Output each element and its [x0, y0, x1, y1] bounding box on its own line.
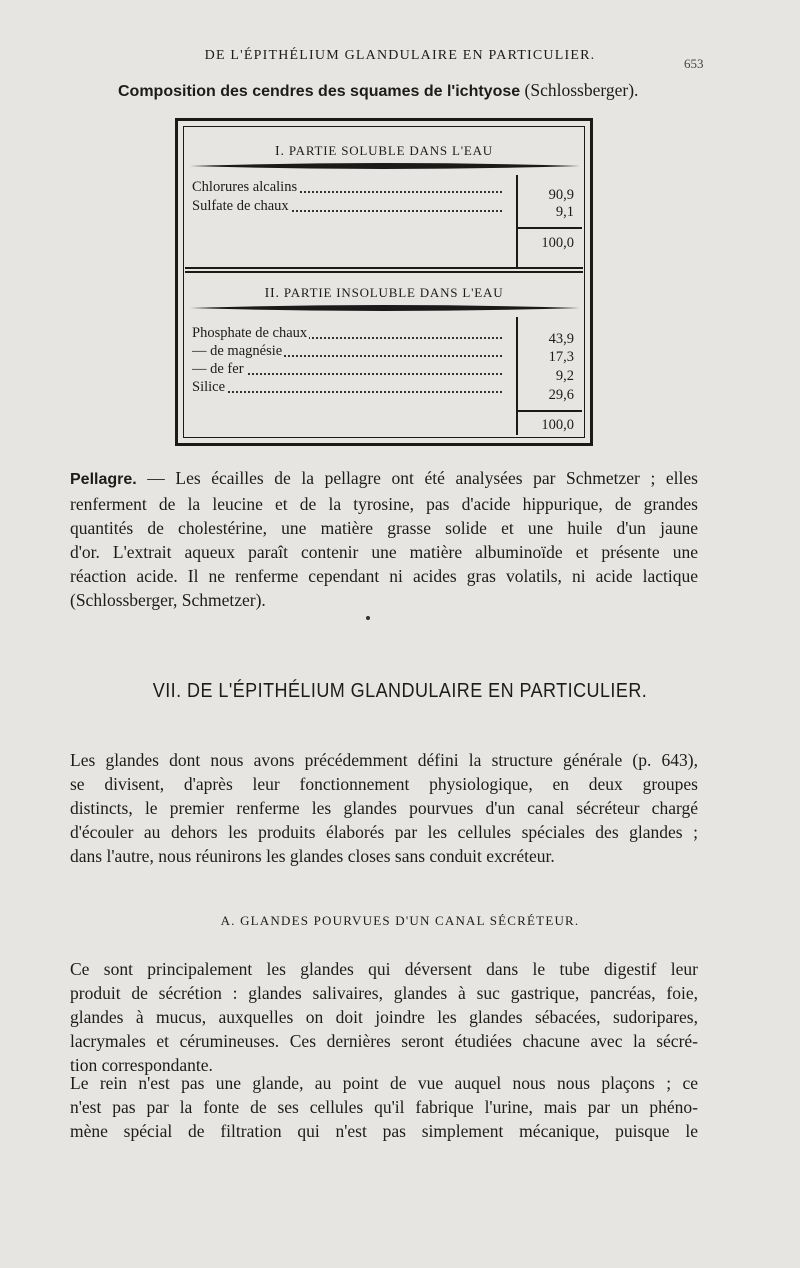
- column-rule-1: [516, 175, 518, 267]
- text-line: glandes à mucus, auxquelles on doit joindre les glandes sébacées, sudoripares,: [70, 1007, 698, 1027]
- paragraph-b: [70, 1071, 698, 1143]
- text-line: lacrymales et cérumineuses. Ces dernières seront étudiées chacune avec la sécré-: [70, 1031, 698, 1051]
- part1-roman: I.: [275, 144, 285, 159]
- table-caption: [118, 80, 678, 101]
- text-line: quantités de cholestérine, une matière grasse solide et une huile d'un jaune: [70, 518, 698, 538]
- ash-composition-table: [175, 118, 593, 446]
- table-row: [192, 343, 502, 360]
- row-value: 43,9: [548, 331, 574, 347]
- section-divider-b: [185, 271, 583, 273]
- table-row: [192, 361, 502, 378]
- part2-heading-text: PARTIE INSOLUBLE DANS L'EAU: [283, 285, 504, 300]
- part1-heading-text: PARTIE SOLUBLE DANS L'EAU: [288, 143, 493, 158]
- row-label: Phosphate de chaux: [192, 325, 308, 341]
- total-rule-1: [516, 227, 582, 229]
- running-head: DE L'ÉPITHÉLIUM GLANDULAIRE EN PARTICULIER.: [204, 48, 596, 63]
- row-value: 17,3: [548, 349, 574, 365]
- text-line: produit de sécrétion : glandes salivaires, glandes à suc gastrique, pancréas, foie,: [70, 983, 698, 1003]
- swash-rule-2: [190, 303, 580, 313]
- part2-heading: [178, 285, 590, 302]
- pellagre-paragraph: [70, 466, 698, 612]
- part2-roman: II.: [264, 286, 280, 301]
- part2-total: 100,0: [541, 417, 574, 433]
- row-value: 9,1: [555, 204, 574, 220]
- row-value: 90,9: [548, 187, 574, 203]
- section-title: VII. DE L'ÉPITHÉLIUM GLANDULAIRE EN PARTICULIER.: [152, 680, 648, 702]
- pellagre-lead: Pellagre.: [70, 471, 137, 488]
- table-row: [192, 379, 502, 396]
- page-number: 653: [684, 56, 704, 71]
- subsection-title: A. GLANDES POURVUES D'UN CANAL SÉCRÉTEUR.: [220, 913, 580, 928]
- part1-heading: [178, 143, 590, 160]
- text-line: Les glandes dont nous avons précédemment défini la structure générale (p. 643),: [70, 750, 698, 770]
- text-line: Ce sont principalement les glandes qui déversent dans le tube digestif leur: [70, 959, 698, 979]
- text-line: n'est pas par la fonte de ses cellules qu'il fabrique l'urine, mais par un phéno-: [70, 1097, 698, 1117]
- intro-paragraph: [70, 748, 698, 868]
- text-line: Pellagre. — Les écailles de la pellagre ont été analysées par Schmetzer ; elles: [70, 468, 698, 488]
- total-rule-2: [516, 410, 582, 412]
- section-divider-a: [185, 267, 583, 269]
- row-label: Sulfate de chaux: [192, 198, 289, 214]
- text-line: d'écouler au dehors les produits élaborés par les cellules spéciales des glandes ;: [70, 822, 698, 842]
- swash-rule-1: [190, 161, 580, 171]
- part1-total: 100,0: [541, 235, 574, 251]
- print-dot: [366, 616, 370, 620]
- text-line: (Schlossberger, Schmetzer).: [70, 590, 266, 610]
- row-label: — de fer: [192, 361, 244, 377]
- paragraph-a: [70, 957, 698, 1077]
- table-caption-source: (Schlossberger).: [520, 80, 639, 100]
- text-line: renferment de la leucine et de la tyrosine, pas d'acide hippurique, de grandes: [70, 494, 698, 514]
- text-line: tion correspondante.: [70, 1055, 213, 1075]
- column-rule-2: [516, 317, 518, 435]
- text-line: se divisent, d'après leur fonctionnement physiologique, en deux groupes: [70, 774, 698, 794]
- text-line: distincts, le premier renferme les glandes pourvues d'un canal sécréteur chargé: [70, 798, 698, 818]
- table-row: [192, 325, 502, 342]
- row-value: 29,6: [548, 387, 574, 403]
- table-caption-title: Composition des cendres des squames de l'ichtyose: [118, 83, 521, 100]
- row-label: Chlorures alcalins: [192, 179, 298, 195]
- row-label: — de magnésie: [192, 343, 283, 359]
- text-line: dans l'autre, nous réunirons les glandes closes sans conduit excréteur.: [70, 846, 555, 866]
- table-row: [192, 179, 502, 196]
- row-value: 9,2: [555, 368, 574, 384]
- row-label: Silice: [192, 379, 226, 395]
- text-line: Le rein n'est pas une glande, au point de vue auquel nous nous plaçons ; ce: [70, 1073, 698, 1093]
- text-line: mène spécial de filtration qui n'est pas simplement mécanique, puisque le: [70, 1121, 698, 1141]
- table-row: [192, 198, 502, 215]
- text-line: d'or. L'extrait aqueux paraît contenir une matière albuminoïde et présente une: [70, 542, 698, 562]
- text-line: réaction acide. Il ne renferme cependant ni acides gras volatils, ni acide lactique: [70, 566, 698, 586]
